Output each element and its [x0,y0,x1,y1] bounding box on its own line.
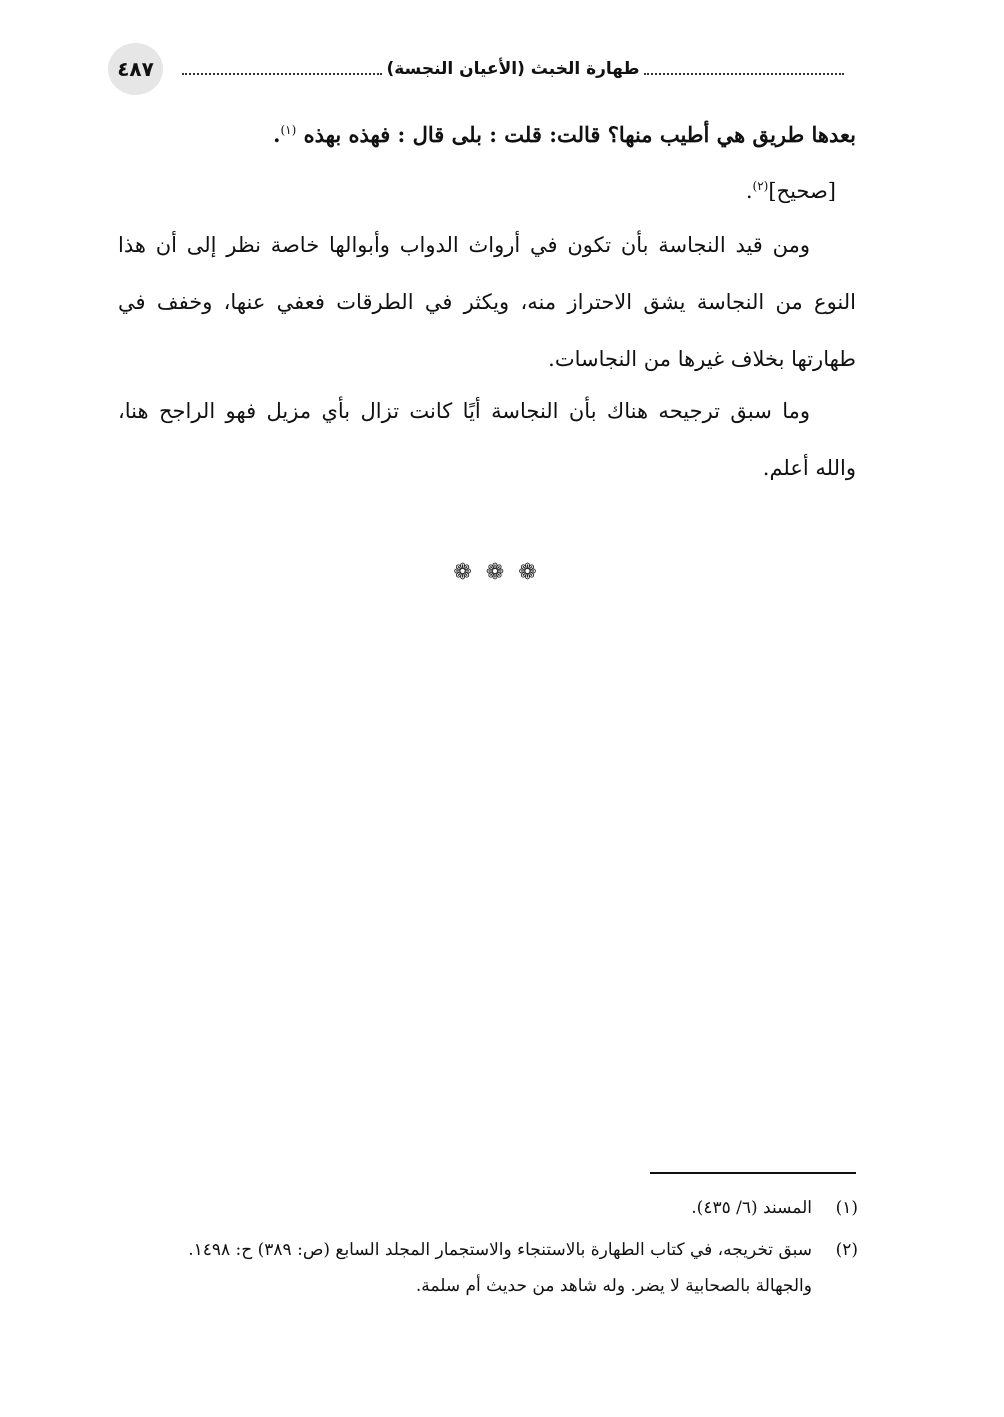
footnote-2-body [110,1232,812,1304]
header-dots-left [182,73,382,75]
footnote-1-body [110,1190,812,1226]
grade-text: [صحيح] [768,179,836,203]
paragraph-hadith-text: بعدها طريق هي أطيب منها؟ قالت: قلت : بلى قال : فهذه بهذه [303,122,856,147]
footnote-ref-2[interactable]: (٢) [752,179,769,193]
footnotes [110,1190,858,1310]
paragraph-hadith-period: . [273,122,281,147]
footnote-2-line-1: سبق تخريجه، في كتاب الطهارة بالاستنجاء والاستجمار المجلد السابع (ص: ٣٨٩) ح: ١٤٩٨. [188,1240,812,1260]
paragraph-3-line-1: وما سبق ترجيحه هناك بأن النجاسة أيًا كانت تزال بأي مزيل فهو الراجح هنا، [118,399,810,423]
footnote-1 [110,1190,858,1226]
header-title: طهارة الخبث (الأعيان النجسة) [386,59,640,79]
footnote-2-marker: (٢) [835,1240,858,1260]
header-dots-right [644,73,844,75]
paragraph-2-line-3: طهارتها بخلاف غيرها من النجاسات. [548,347,856,371]
page-number-text: ٤٨٧ [117,57,154,81]
footnote-ref-1[interactable]: (١) [280,123,297,137]
paragraph-hadith-end [118,106,856,163]
footnote-2-line-2: والجهالة بالصحابية لا يضر. وله شاهد من حديث أم سلمة. [415,1276,812,1296]
paragraph-3-line-2: والله أعلم. [762,456,856,480]
footnote-2 [110,1232,858,1304]
footnote-separator [650,1172,856,1174]
footnote-1-marker: (١) [835,1198,858,1218]
page-number [108,43,163,95]
footnote-1-line-1: المسند (٦/ ٤٣٥). [691,1198,812,1218]
paragraph-2-line-1: ومن قيد النجاسة بأن تكون في أرواث الدواب وأبوالها خاصة نظر إلى أن هذا [118,233,810,257]
paragraph-2 [118,217,856,388]
grade-period: . [745,179,753,203]
paragraph-3 [118,383,856,497]
paragraph-2-line-2: النوع من النجاسة يشق الاحتراز منه، ويكثر في الطرقات فعفي عنها، وخفف في [118,290,856,314]
running-header [182,56,844,82]
section-ornament: ❁❁❁ [453,560,551,585]
grade-line [118,163,856,220]
body-top [118,106,856,220]
